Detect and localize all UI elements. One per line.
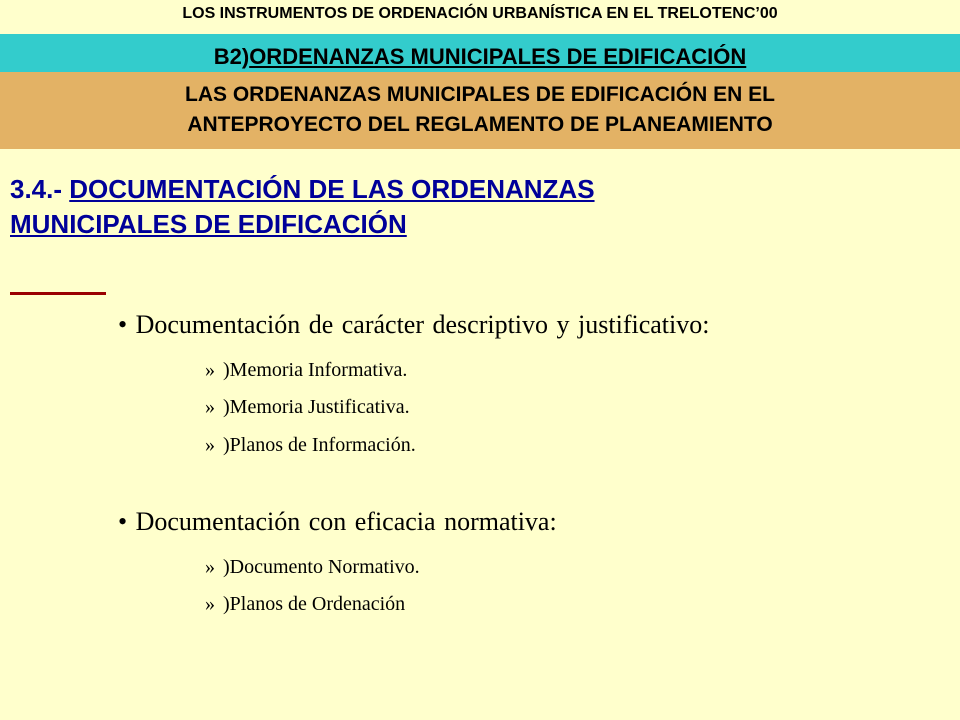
presentation-title: LOS INSTRUMENTOS DE ORDENACIÓN URBANÍSTICA EN EL TRELOTENC’00 xyxy=(182,5,778,22)
sub-item-label: )Memoria Informativa. xyxy=(223,359,408,381)
double-chevron-icon: » xyxy=(205,396,215,418)
double-chevron-icon: » xyxy=(205,593,215,615)
bullet-label: Documentación de carácter descriptivo y justificativo: xyxy=(135,310,710,339)
bullet-label: Documentación con eficacia normativa: xyxy=(135,507,557,536)
double-chevron-icon: » xyxy=(205,359,215,381)
subtitle-band xyxy=(0,72,960,149)
sub-item-label: )Planos de Información. xyxy=(223,434,416,456)
sub-item-label: )Planos de Ordenación xyxy=(223,593,406,615)
sub-item-label: )Documento Normativo. xyxy=(223,556,420,578)
sub-item xyxy=(205,359,407,382)
subtitle-line-1: LAS ORDENANZAS MUNICIPALES DE EDIFICACIÓN EN EL xyxy=(185,83,775,106)
section-band xyxy=(0,34,960,72)
bullet-item xyxy=(118,507,557,537)
sub-item xyxy=(205,396,410,419)
section-title xyxy=(214,39,747,70)
heading-line-1: DOCUMENTACIÓN DE LAS ORDENANZAS xyxy=(69,174,595,204)
top-header xyxy=(0,0,960,34)
bullet-icon: • xyxy=(118,507,128,536)
heading-line-2: MUNICIPALES DE EDIFICACIÓN xyxy=(10,209,407,239)
section-title-text: ORDENANZAS MUNICIPALES DE EDIFICACIÓN xyxy=(249,44,747,69)
slide-heading xyxy=(10,172,910,242)
section-prefix: B2) xyxy=(213,44,250,69)
sub-item xyxy=(205,434,416,457)
decorative-rule xyxy=(10,292,106,295)
sub-item xyxy=(205,556,420,579)
sub-item xyxy=(205,593,405,616)
double-chevron-icon: » xyxy=(205,556,215,578)
subtitle-line-2: ANTEPROYECTO DEL REGLAMENTO DE PLANEAMIENTO xyxy=(187,113,773,136)
bullet-item xyxy=(118,310,709,340)
bullet-icon: • xyxy=(118,310,128,339)
heading-number: 3.4.- xyxy=(10,174,70,204)
double-chevron-icon: » xyxy=(205,434,215,456)
sub-item-label: )Memoria Justificativa. xyxy=(223,396,410,418)
